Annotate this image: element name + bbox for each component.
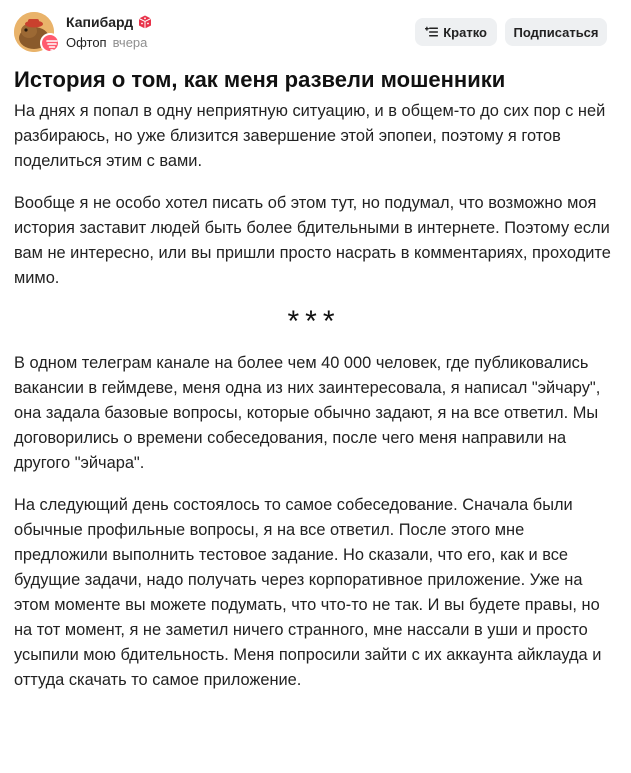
section-separator: ***: [287, 305, 341, 338]
summary-list-icon: [425, 26, 438, 38]
community-badge[interactable]: [40, 33, 60, 53]
tornado-icon: [45, 38, 59, 52]
author-name-row[interactable]: [66, 14, 153, 30]
paragraph: На днях я попал в одну неприятную ситуацию, и в общем-то до сих пор с ней разбираюсь, но уже близится завершение этой эпопеи, поэтому я готов поделиться этим с вами.: [14, 102, 606, 170]
paragraph: В одном телеграм канале на более чем 40 000 человек, где публиковались вакансии в геймдеве, меня одна из них заинтересовала, я написал "эйчару", она задала базовые вопросы, которые обычно задают, я на все ответил. Мы договорились о времени собеседования, после чего меня направили на другого "эйчара".: [14, 354, 601, 472]
paragraph: На следующий день состоялось то самое собеседование. Сначала были обычные профильные вопросы, я на все ответил. После этого мне предложили выполнить тестовое задание. Но сказали, что его, как и все будущие задачи, надо получать через корпоративное приложение. Уже на этом моменте вы можете подумать, что что-то не так. И вы будете правы, но на тот момент, я не заметил ничего странного, мне нассали в уши и просто усыпили мою бдительность. Меня попросили зайти с их аккаунта айклауда и оттуда скачать то самое приложение.: [14, 496, 602, 689]
cube-icon: [137, 14, 153, 30]
paragraph: Вообще я не особо хотел писать об этом тут, но подумал, что возможно моя история заставит людей быть более бдительными в интернете. Поэтому если вам не интересно, или вы пришли просто насрать в комментариях, проходите мимо.: [14, 194, 611, 287]
subscribe-button[interactable]: [505, 18, 607, 46]
post-meta: [66, 35, 147, 50]
post-time: вчера: [112, 35, 148, 50]
post-header: [0, 0, 631, 62]
subscribe-button-label: Подписаться: [513, 24, 599, 40]
post-content: [14, 99, 614, 710]
author-name[interactable]: Капибард: [66, 14, 134, 30]
community-name[interactable]: Офтоп: [66, 35, 107, 50]
post-title[interactable]: История о том, как меня развели мошенники: [14, 67, 506, 92]
brief-button-label: Кратко: [443, 24, 487, 40]
brief-button[interactable]: [415, 18, 497, 46]
